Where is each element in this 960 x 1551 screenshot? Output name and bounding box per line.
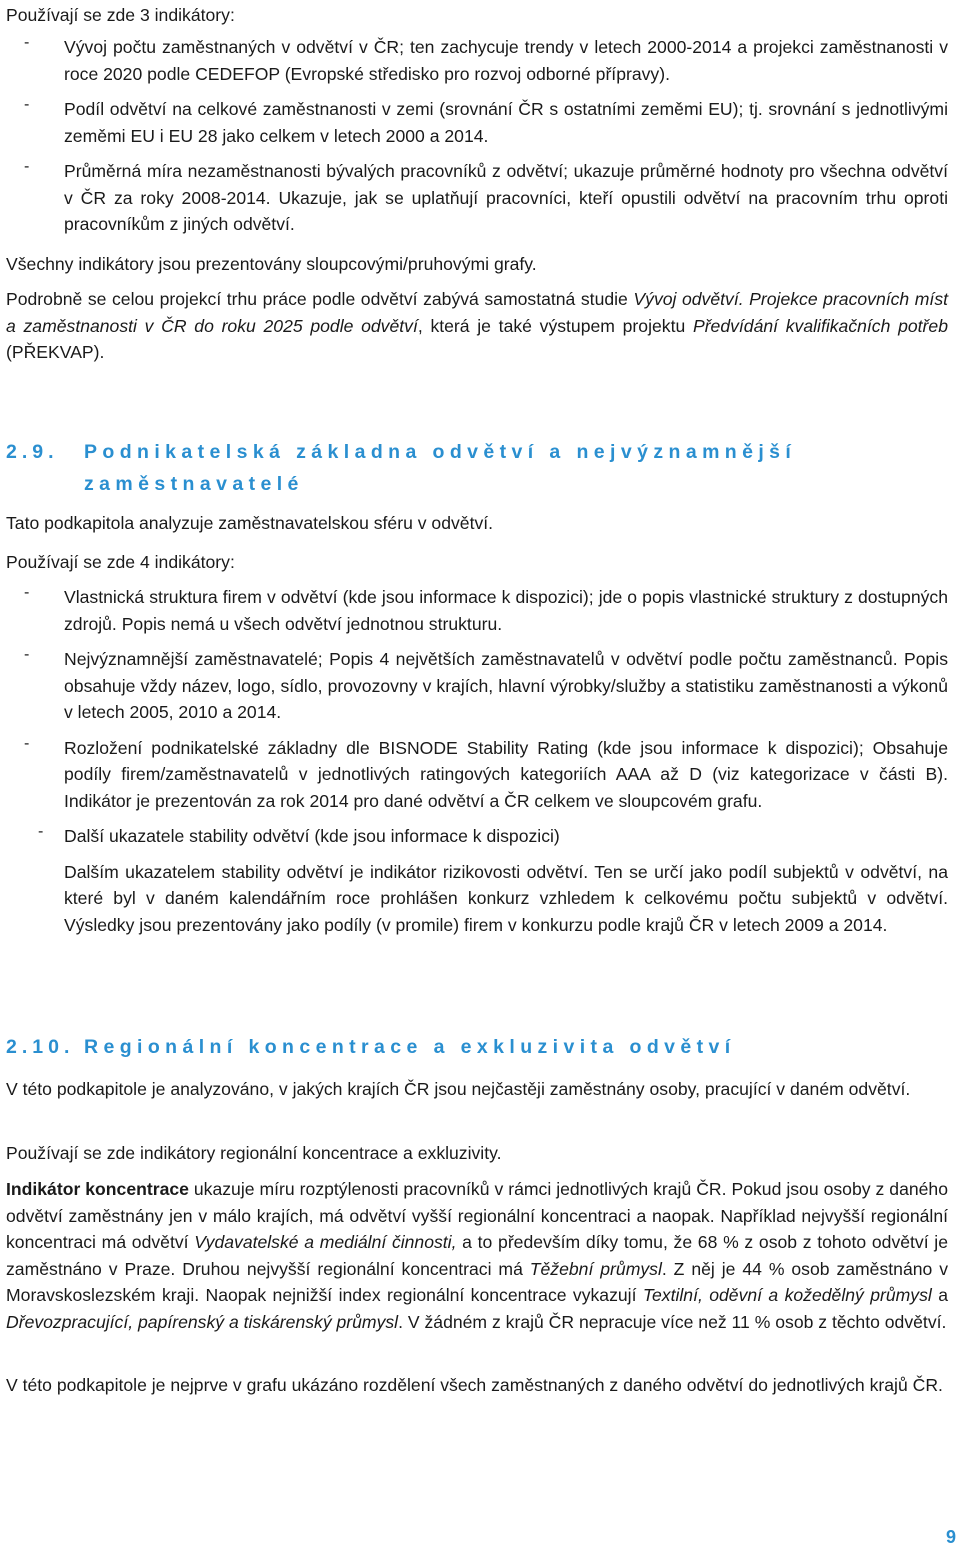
section-heading-2-9	[6, 436, 796, 500]
list-item: - Průměrná míra nezaměstnanosti bývalých pracovníků z odvětví; ukazuje průměrné hodnoty pro všechna odvětví v ČR za roky 2008-2014. Ukazuje, jak se uplatňují pracovníci, kteří opustili odvětví na pracovním trhu oproti pracovníkům z jiných odvětví.	[6, 158, 948, 238]
indicator-list-1	[6, 34, 948, 238]
stability-paragraph-wrap	[6, 859, 948, 939]
section-heading-2-10	[6, 1031, 736, 1063]
subsection-intro: Tato podkapitola analyzuje zaměstnavatelskou sféru v odvětví.	[6, 513, 494, 533]
all-indicators-note: Všechny indikátory jsou prezentovány sloupcovými/pruhovými grafy.	[6, 254, 537, 274]
detail-paragraph: Podrobně se celou projekcí trhu práce podle odvětví zabývá samostatná studie Vývoj odvětví. Projekce pracovních míst a zaměstnanosti v ČR do roku 2025 podle odvětví, která je také výstupem projektu Předvídání kvalifikačních potřeb (PŘEKVAP).	[6, 289, 949, 362]
list-item-text: Vývoj počtu zaměstnaných v odvětví v ČR; ten zachycuje trendy v letech 2000-2014 a projekci zaměstnanosti v roce 2020 podle CEDEFOP (Evropské středisko pro rozvoj odborné přípravy).	[64, 37, 948, 84]
list-item: - Vývoj počtu zaměstnaných v odvětví v ČR; ten zachycuje trendy v letech 2000-2014 a projekci zaměstnanosti v roce 2020 podle CEDEFOP (Evropské středisko pro rozvoj odborné přípravy).	[6, 34, 948, 87]
page-number: 9	[945, 1527, 956, 1547]
list-item-text: Průměrná míra nezaměstnanosti bývalých pracovníků z odvětví; ukazuje průměrné hodnoty pro všechna odvětví v ČR za roky 2008-2014. Ukazuje, jak se uplatňují pracovníci, kteří opustili odvětví na pracovním trhu oproti pracovníkům z jiných odvětví.	[64, 161, 948, 234]
section-title: Regionální koncentrace a exkluzivita odvětví	[84, 1036, 736, 1058]
list-item: - Podíl odvětví na celkové zaměstnanosti v zemi (srovnání ČR s ostatními zeměmi EU); tj. srovnání s jednotlivými zeměmi EU i EU 28 jako celkem v letech 2000 a 2014.	[6, 96, 948, 149]
section-number: 2.10.	[6, 1036, 75, 1058]
list-item-text: Nejvýznamnější zaměstnavatelé; Popis 4 největších zaměstnavatelů v odvětví podle počtu zaměstnanců. Popis obsahuje vždy název, logo, sídlo, provozovny v krajích, hlavní výrobky/služby a statistiku zaměstnanosti a výkonů v letech 2005, 2010 a 2014.	[64, 649, 948, 722]
concentration-intro: V této podkapitole je analyzováno, v jakých krajích ČR jsou nejčastěji zaměstnány osoby, pracující v daném odvětví.	[6, 1079, 911, 1099]
list-item: - Rozložení podnikatelské základny dle BISNODE Stability Rating (kde jsou informace k dispozici); Obsahuje podíly firem/zaměstnavatelů v jednotlivých ratingových kategoriích AAA až D (viz kategorizace v části B). Indikátor je prezentován za rok 2014 pro dané odvětví a ČR celkem ve sloupcovém grafu.	[6, 735, 948, 815]
section-title: Podnikatelská základna odvětví a nejvýznamnější	[84, 441, 797, 463]
concentration-paragraph: Indikátor koncentrace ukazuje míru rozptýlenosti pracovníků v rámci jednotlivých krajů ČR. Pokud jsou osoby z daného odvětví zaměstnány jen v málo krajích, má odvětví vyšší regionální koncentraci a naopak. Například nejvyšší regionální koncentraci má odvětví Vydavatelské a mediální činnosti, a to především díky tomu, že 68 % z osob z tohoto odvětví je zaměstnáno v Praze. Druhou nejvyšší regionální koncentraci má Těžební průmysl. Z něj je 44 % osob zaměstnáno v Moravskoslezském kraji. Naopak nejnižší index regionální koncentrace vykazují Textilní, oděvní a kožedělný průmysl a Dřevozpracující, papírenský a tiskárenský průmysl. V žádném z krajů ČR nepracuje více než 11 % osob z těchto odvětví.	[6, 1179, 949, 1332]
list-item: - Nejvýznamnější zaměstnavatelé; Popis 4 největších zaměstnavatelů v odvětví podle počtu zaměstnanců. Popis obsahuje vždy název, logo, sídlo, provozovny v krajích, hlavní výrobky/služby a statistiku zaměstnanosti a výkonů v letech 2005, 2010 a 2014.	[6, 646, 948, 726]
section-number: 2.9.	[6, 441, 59, 463]
stability-paragraph: Dalším ukazatelem stability odvětví je indikátor rizikovosti odvětví. Ten se určí jako podíl subjektů v odvětví, na které byl v daném kalendářním roce prohlášen konkurz vzhledem k celkovému počtu subjektů v odvětví. Výsledky jsou prezentovány jako podíly (v promile) firem v konkurzu podle krajů ČR v letech 2009 a 2014.	[64, 861, 948, 935]
list-item-text: Další ukazatele stability odvětví (kde jsou informace k dispozici)	[64, 826, 560, 846]
indicators-intro-2: Používají se zde 4 indikátory:	[6, 552, 235, 572]
list-item-text: Rozložení podnikatelské základny dle BISNODE Stability Rating (kde jsou informace k dispozici); Obsahuje podíly firem/zaměstnavatelů v jednotlivých ratingových kategoriích AAA až D (viz kategorizace v části B). Indikátor je prezentován za rok 2014 pro dané odvětví a ČR celkem ve sloupcovém grafu.	[64, 737, 948, 811]
indicator-list-2	[6, 584, 948, 938]
section-title-line2: zaměstnavatelé	[84, 473, 304, 495]
study-title-link: Vývoj odvětví. Projekce pracovních míst a zaměstnanosti v ČR do roku 2025 podle odvětví	[6, 289, 949, 336]
closing-paragraph: V této podkapitole je nejprve v grafu ukázáno rozdělení všech zaměstnaných z daného odvětví do jednotlivých krajů ČR.	[6, 1375, 943, 1395]
list-item-text: Vlastnická struktura firem v odvětví (kde jsou informace k dispozici); jde o popis vlastnické struktury z dostupných zdrojů. Popis nemá u všech odvětví jednotnou strukturu.	[64, 587, 948, 634]
list-item: - Vlastnická struktura firem v odvětví (kde jsou informace k dispozici); jde o popis vlastnické struktury z dostupných zdrojů. Popis nemá u všech odvětví jednotnou strukturu.	[6, 584, 948, 637]
indicator-term: Indikátor koncentrace	[6, 1179, 189, 1199]
list-item-text: Podíl odvětví na celkové zaměstnanosti v zemi (srovnání ČR s ostatními zeměmi EU); tj. srovnání s jednotlivými zeměmi EU i EU 28 jako celkem v letech 2000 a 2014.	[64, 99, 948, 146]
list-item: - Další ukazatele stability odvětví (kde jsou informace k dispozici)	[6, 823, 948, 850]
indicators-intro: Používají se zde 3 indikátory:	[6, 5, 235, 25]
concentration-indicators: Používají se zde indikátory regionální koncentrace a exkluzivity.	[6, 1143, 502, 1163]
project-title: Předvídání kvalifikačních potřeb	[692, 315, 948, 336]
